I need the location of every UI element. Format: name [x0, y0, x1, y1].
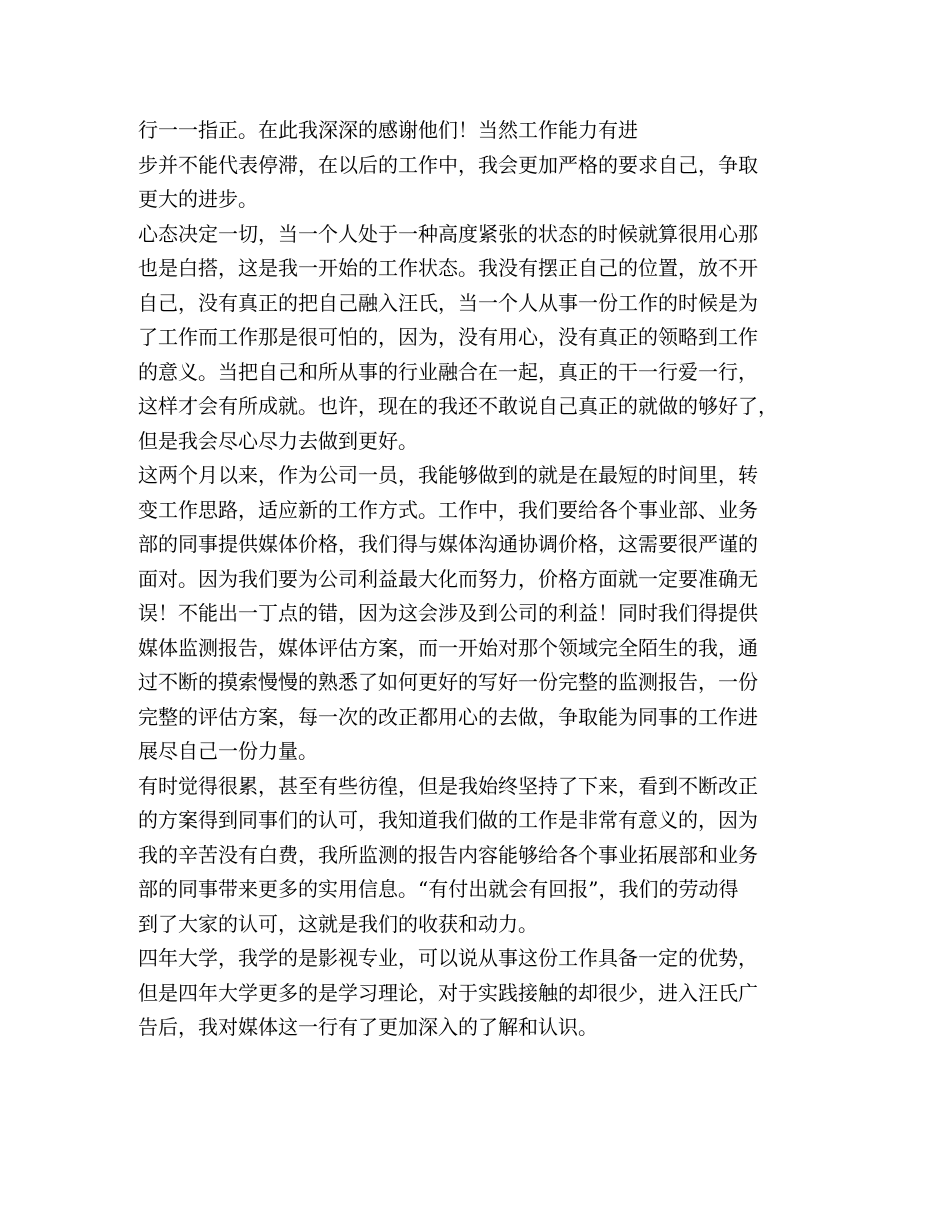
text-line: 到了大家的认可，这就是我们的收获和动力。 — [138, 911, 538, 936]
text-line: 展尽自己一份力量。 — [138, 739, 318, 763]
text-line: 更大的进步。 — [138, 187, 258, 211]
text-line: 心态决定一切，当一个人处于一种高度紧张的状态的时候就算很用心那 — [138, 221, 758, 246]
text-line: 部的同事提供媒体价格，我们得与媒体沟通协调价格，这需要很严谨的 — [138, 532, 758, 556]
text-line: 完整的评估方案，每一次的改正都用心的去做，争取能为同事的工作进 — [138, 704, 758, 729]
text-line: 的方案得到同事们的认可，我知道我们做的工作是非常有意义的，因为 — [138, 808, 758, 832]
text-line: 误！不能出一丁点的错，因为这会涉及到公司的利益！同时我们得提供 — [138, 601, 758, 625]
text-line: 也是白搭，这是我一开始的工作状态。我没有摆正自己的位置，放不开 — [138, 256, 758, 280]
text-line: 行一一指正。在此我深深的感谢他们！当然工作能力有进 — [138, 118, 638, 142]
text-line: 这样才会有所成就。也许，现在的我还不敢说自己真正的就做的够好了， — [138, 394, 778, 418]
text-line: 告后，我对媒体这一行有了更加深入的了解和认识。 — [138, 1015, 598, 1039]
text-line: 部的同事带来更多的实用信息。“有付出就会有回报”，我们的劳动得 — [138, 877, 739, 901]
text-line: 我的辛苦没有白费，我所监测的报告内容能够给各个事业拓展部和业务 — [138, 842, 758, 867]
text-line: 但是四年大学更多的是学习理论，对于实践接触的却很少，进入汪氏广 — [138, 980, 758, 1005]
text-line: 有时觉得很累，甚至有些彷徨，但是我始终坚持了下来，看到不断改正 — [138, 773, 758, 798]
text-line: 但是我会尽心尽力去做到更好。 — [138, 428, 418, 453]
text-line: 四年大学，我学的是影视专业，可以说从事这份工作具备一定的优势， — [138, 946, 758, 970]
document-body — [138, 113, 838, 1045]
text-line: 媒体监测报告，媒体评估方案，而一开始对那个领域完全陌生的我，通 — [138, 635, 758, 660]
text-line: 自己，没有真正的把自己融入汪氏，当一个人从事一份工作的时候是为 — [138, 290, 758, 315]
text-line: 变工作思路，适应新的工作方式。工作中，我们要给各个事业部、业务 — [138, 497, 758, 522]
text-line: 了工作而工作那是很可怕的，因为，没有用心，没有真正的领略到工作 — [138, 325, 758, 349]
text-line: 步并不能代表停滞，在以后的工作中，我会更加严格的要求自己，争取 — [138, 152, 758, 177]
text-line: 的意义。当把自己和所从事的行业融合在一起，真正的干一行爱一行， — [138, 359, 758, 384]
text-line: 过不断的摸索慢慢的熟悉了如何更好的写好一份完整的监测报告，一份 — [138, 670, 758, 694]
text-line: 这两个月以来，作为公司一员，我能够做到的就是在最短的时间里，转 — [138, 463, 758, 487]
text-line: 面对。因为我们要为公司利益最大化而努力，价格方面就一定要准确无 — [138, 566, 758, 591]
